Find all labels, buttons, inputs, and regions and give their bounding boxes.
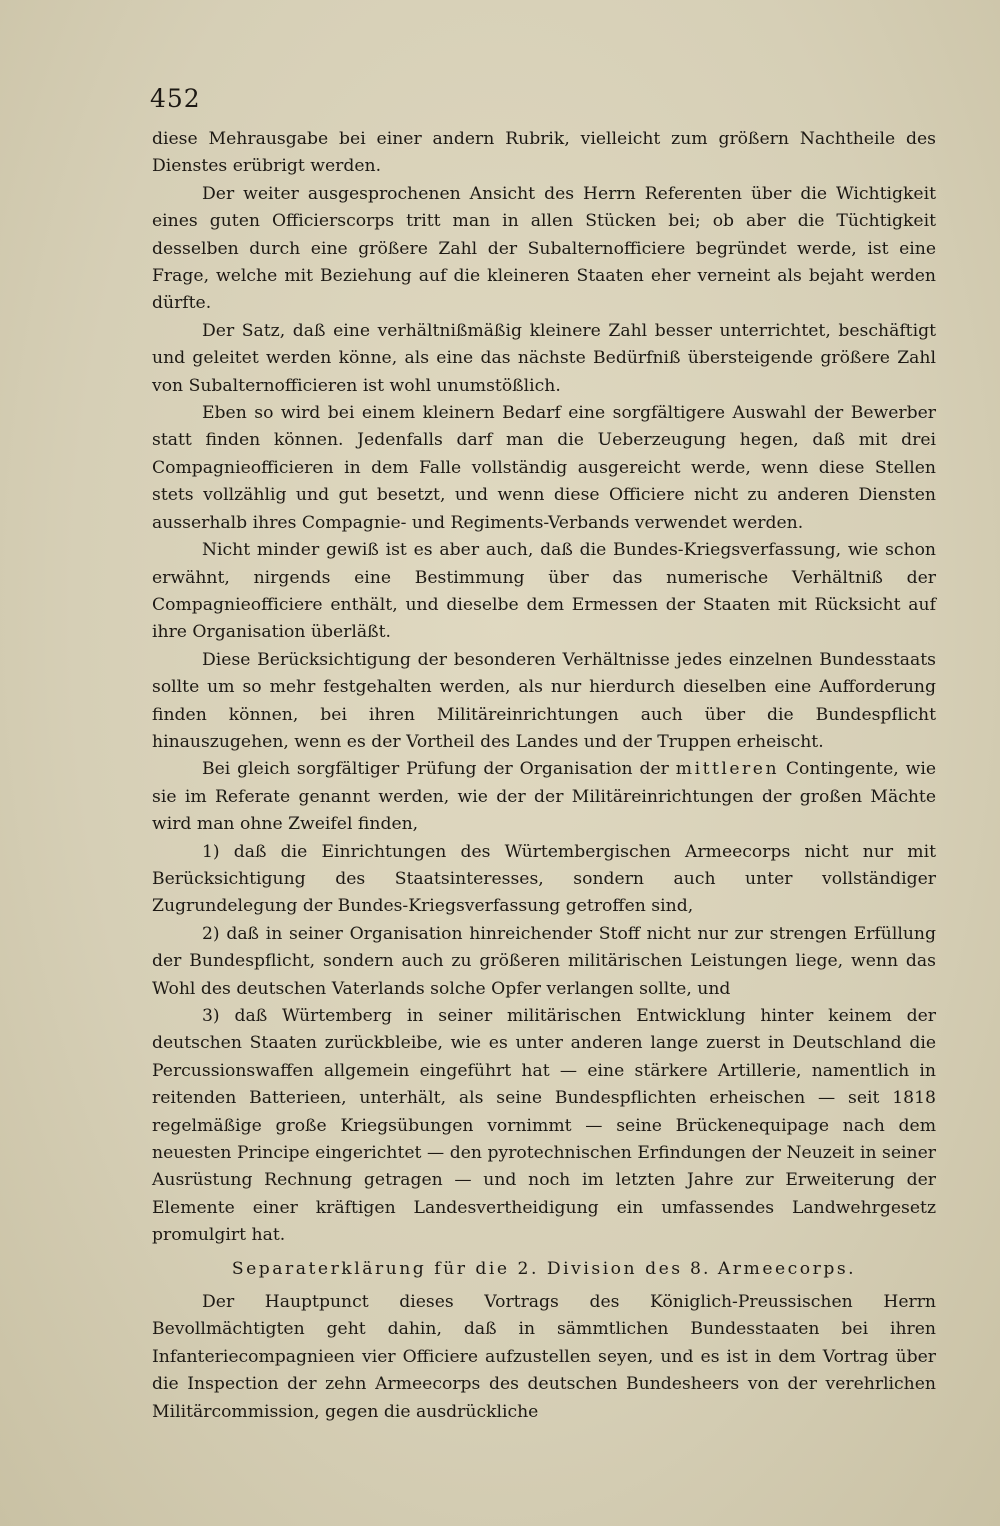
section-heading bbox=[152, 1256, 936, 1283]
paragraph-continuation: diese Mehrausgabe bei einer andern Rubrik, vielleicht zum größern Nachtheile des Dienstes erübrigt werden. bbox=[152, 129, 936, 177]
list-item-1: 1) daß die Einrichtungen des Würtembergischen Armeecorps nicht nur mit Berücksichtigung des Staatsinteresses, sondern auch unter vollständiger Zugrundelegung der Bundes-Kriegsverfassung getroffen sind, bbox=[152, 841, 936, 917]
heading-part-2: 8. bbox=[682, 1258, 718, 1279]
paragraph-federal-constitution: Nicht minder gewiß ist es aber auch, daß die Bundes-Kriegsverfassung, wie schon erwähnt, nirgends eine Bestimmung über das numerische Verhältniß der Compagnieofficiere enthält, und dieselbe dem Ermessen der Staaten mit Rücksicht auf ihre Organisation überläßt. bbox=[152, 540, 936, 643]
heading-part-1: Separaterklärung für die 2. Division des bbox=[231, 1258, 683, 1279]
examination-text-end: Contingente, wie sie im Referate genannt werden, wie der der Militäreinrichtungen der großen Mächte wird man ohne Zweifel finden, bbox=[152, 759, 936, 835]
paragraph-main-point: Der Hauptpunct dieses Vortrags des Königlich-Preussischen Herrn Bevollmächtigten geht dahin, daß in sämmtlichen Bundesstaaten bei ihren Infanteriecompagnieen vier Officiere aufzustellen seyen, und es ist in dem Vortrag über die Inspection der zehn Armeecorps des deutschen Bundesheers von der verehrlichen Militärcommission, gegen die ausdrückliche bbox=[152, 1292, 936, 1422]
examination-text-start: Bei gleich sorgfältiger Prüfung der Organisation der bbox=[202, 759, 676, 780]
paragraph-examination bbox=[152, 756, 936, 838]
paragraph-selection: Eben so wird bei einem kleinern Bedarf eine sorgfältigere Auswahl der Bewerber statt finden können. Jedenfalls darf man die Ueberzeugung hegen, daß mit drei Compagnieofficieren in dem Falle vollständig ausgereicht werde, wenn diese Stellen stets vollzählig und gut besetzt, und wenn diese Officiere nicht zu anderen Diensten ausserhalb ihres Compagnie- und Regiments-Verbands verwendet werden. bbox=[152, 403, 936, 533]
paragraph-officer-corps: Der weiter ausgesprochenen Ansicht des Herrn Referenten über die Wichtigkeit eines guten Officierscorps tritt man in allen Stücken bei; ob aber die Tüchtigkeit desselben durch eine größere Zahl der Subalternofficiere begründet werde, ist eine Frage, welche mit Beziehung auf die kleineren Staaten eher verneint als bejaht werden dürfte. bbox=[152, 183, 936, 314]
examination-emphasis: mittleren bbox=[675, 759, 780, 780]
list-item-2: 2) daß in seiner Organisation hinreichender Stoff nicht nur zur strengen Erfüllung der Bundespflicht, sondern auch zu größeren militärischen Leistungen liege, wenn das Wohl des deutschen Vaterlands solche Opfer verlangen sollte, und bbox=[152, 923, 936, 999]
list-item-3: 3) daß Würtemberg in seiner militärischen Entwicklung hinter keinem der deutschen Staaten zurückbleibe, wie es unter anderen lange zuerst in Deutschland die Percussionswaffen allgemein eingeführt hat — eine stärkere Artillerie, namentlich in reitenden Batterieen, unterhält, als seine Bundespflichten erheischen — seit 1818 regelmäßige große Kriegsübungen vornimmt — seine Brückenequipage nach dem neuesten Principe eingerichtet — den pyrotechnischen Erfindungen der Neuzeit in seiner Ausrüstung Rechnung getragen — und noch im letzten Jahre zur Erweiterung der Elemente einer kräftigen Landesvertheidigung ein umfassendes Landwehrgesetz promulgirt hat. bbox=[152, 1006, 936, 1246]
body-text bbox=[152, 126, 936, 1426]
paragraph-consideration: Diese Berücksichtigung der besonderen Verhältnisse jedes einzelnen Bundesstaats sollte um so mehr festgehalten werden, als nur hierdurch dieselben eine Aufforderung finden können, bei ihren Militäreinrichtungen auch über die Bundespflicht hinauszugehen, wenn es der Vortheil des Landes und der Truppen erheischt. bbox=[152, 649, 936, 752]
heading-part-3: Armeecorps. bbox=[717, 1258, 857, 1279]
page-number: 452 bbox=[150, 84, 201, 113]
paragraph-smaller-number: Der Satz, daß eine verhältnißmäßig kleinere Zahl besser unterrichtet, beschäftigt und geleitet werden könne, als eine das nächste Bedürfniß übersteigende größere Zahl von Subalternofficieren ist wohl unumstößlich. bbox=[152, 320, 936, 396]
